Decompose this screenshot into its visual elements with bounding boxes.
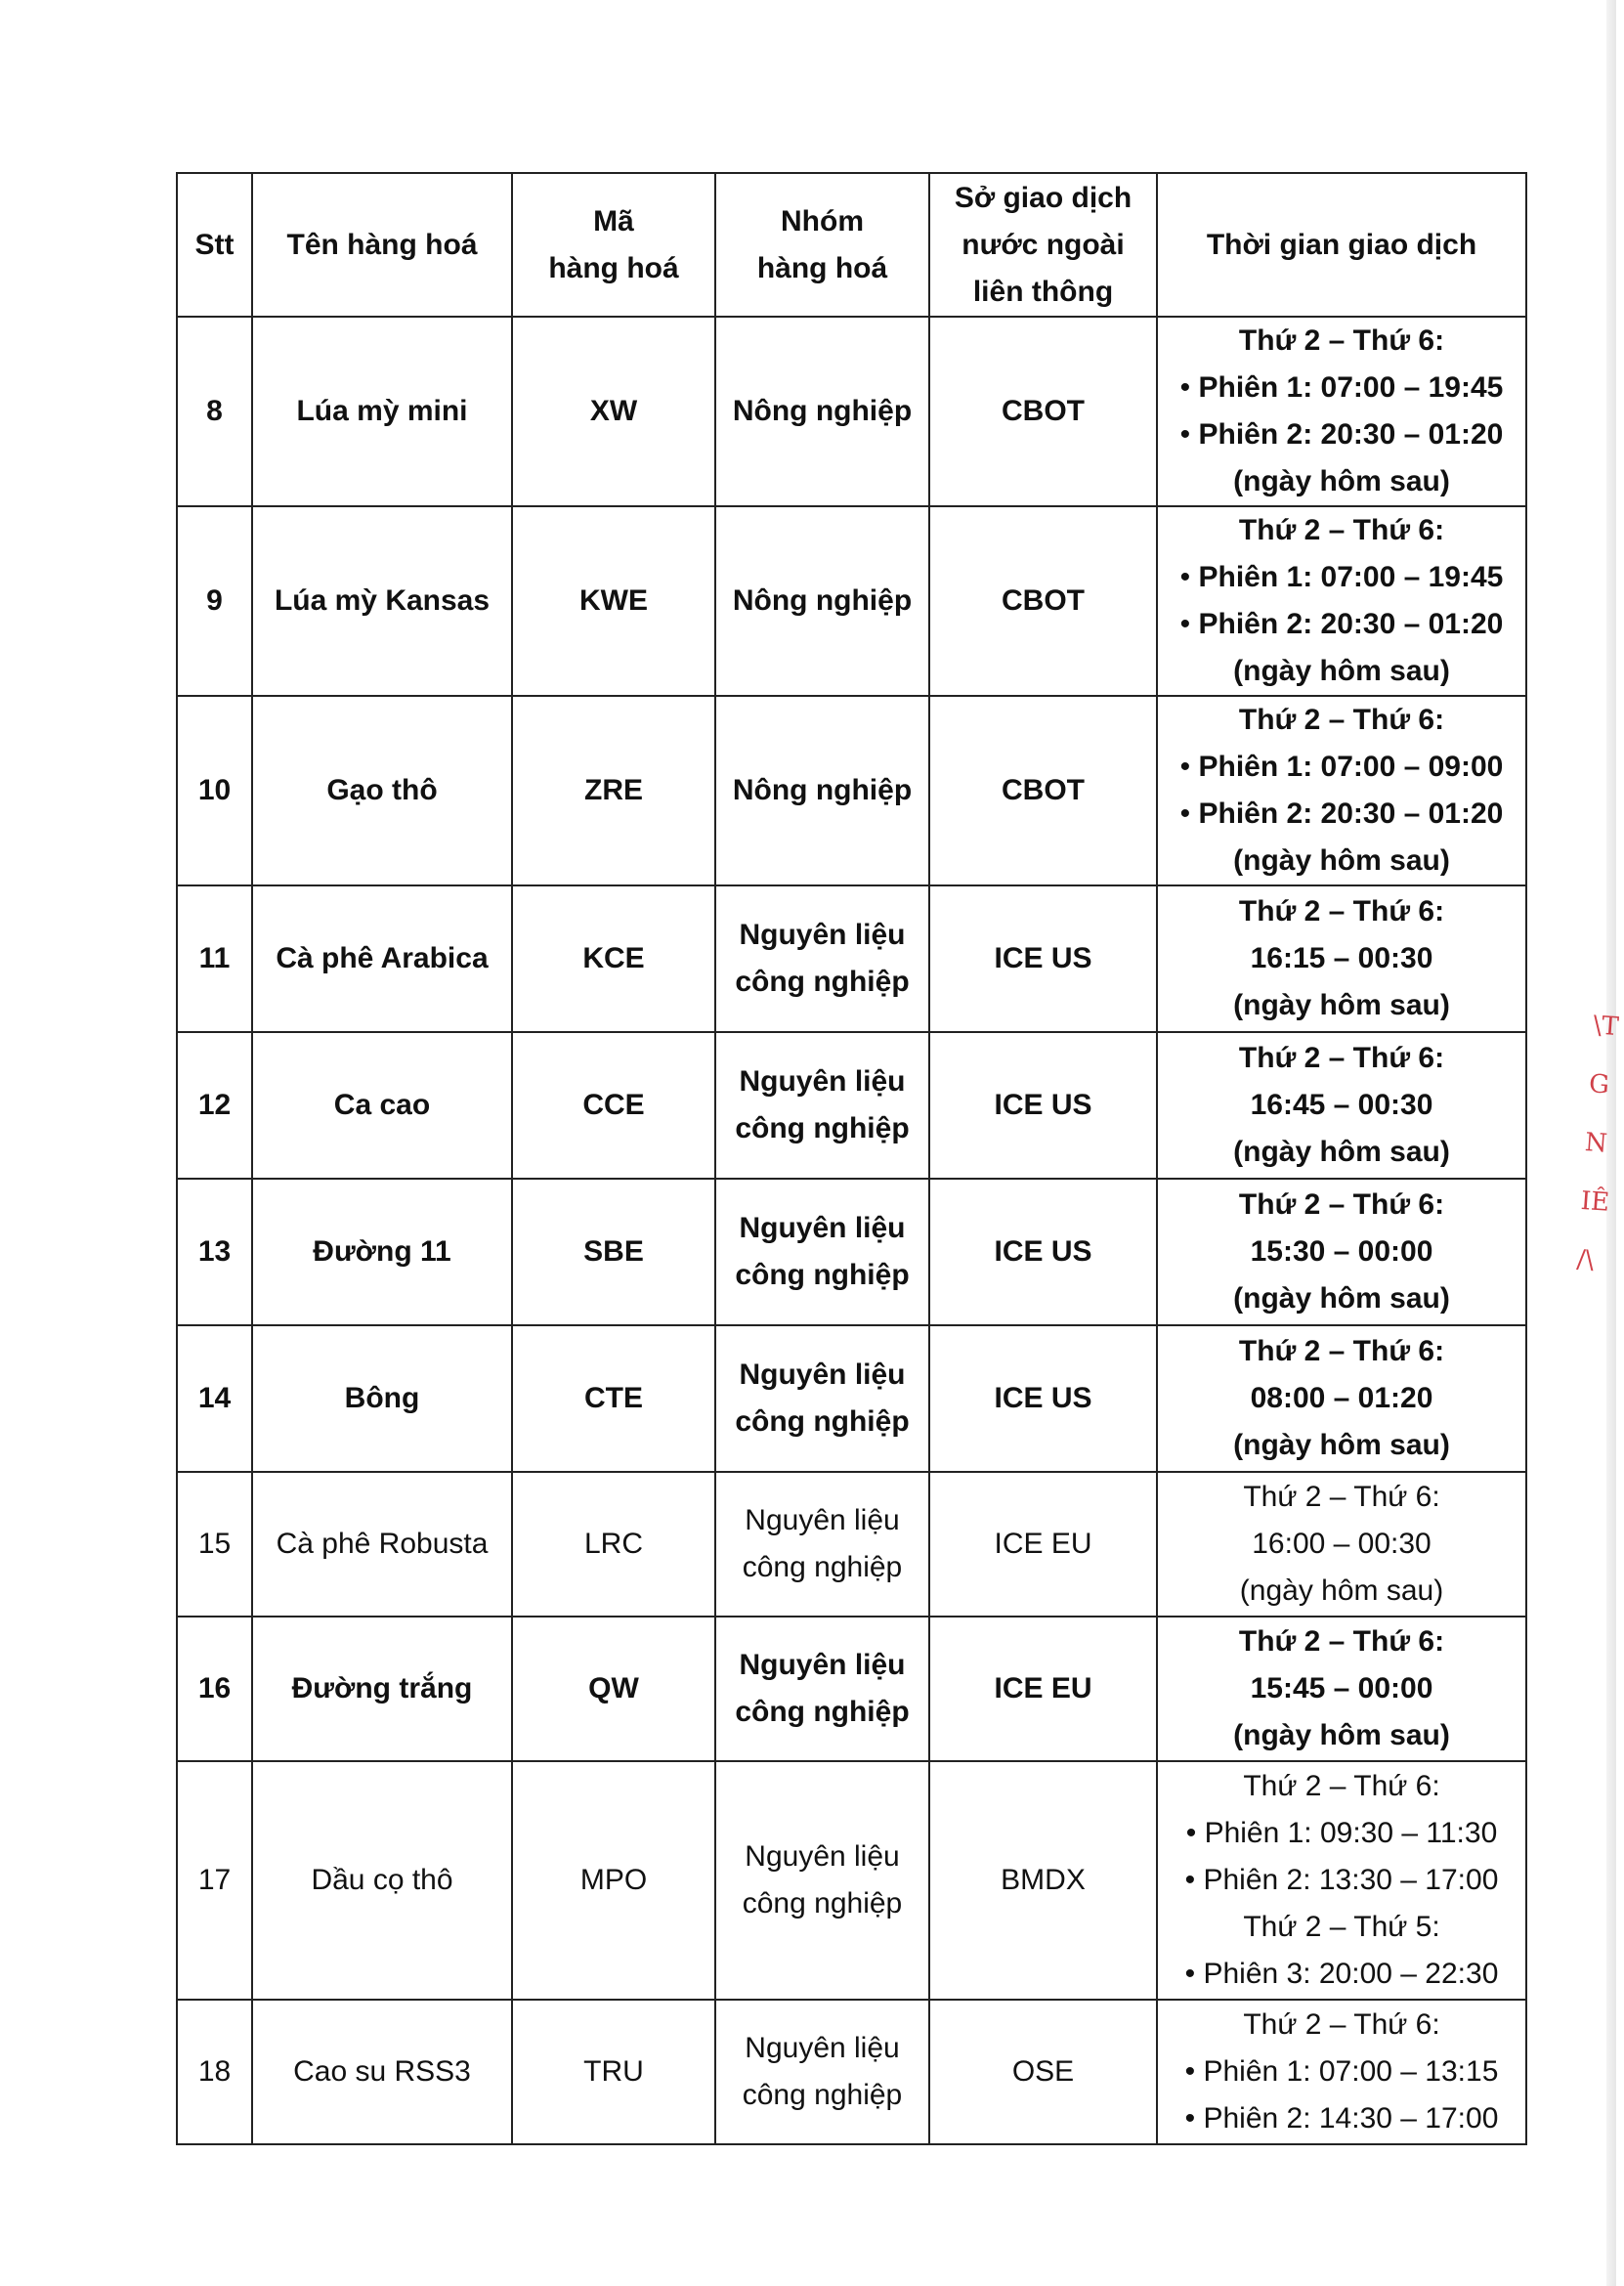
header-code: Mã hàng hoá: [512, 173, 715, 317]
time-line: (ngày hôm sau): [1233, 465, 1450, 497]
time-line: 16:00 – 00:30: [1252, 1528, 1432, 1560]
session-line: • Phiên 1: 07:00 – 19:45: [1164, 554, 1519, 601]
table-row: [177, 1761, 1526, 2000]
cell-stt: 10: [177, 696, 252, 885]
time-line: Thứ 2 – Thứ 6:: [1243, 2008, 1440, 2041]
cell-name: Cà phê Robusta: [252, 1472, 512, 1617]
cell-stt: 11: [177, 885, 252, 1032]
table-row: [177, 696, 1526, 885]
time-line: (ngày hôm sau): [1233, 989, 1450, 1021]
header-exchange: Sở giao dịch nước ngoài liên thông: [929, 173, 1157, 317]
trading-schedule-table: [176, 172, 1527, 2145]
time-line: Thứ 2 – Thứ 6:: [1238, 1625, 1445, 1658]
session-line: • Phiên 1: 09:30 – 11:30: [1164, 1810, 1519, 1857]
table-row: [177, 1472, 1526, 1617]
cell-name: Lúa mỳ Kansas: [252, 506, 512, 696]
cell-stt: 16: [177, 1617, 252, 1761]
cell-name: Bông: [252, 1325, 512, 1472]
table-row: [177, 1325, 1526, 1472]
header-row: [177, 173, 1526, 317]
group-line: Nguyên liệu: [739, 1649, 906, 1681]
group-line: công nghiệp: [735, 1112, 910, 1144]
session-line: • Phiên 2: 20:30 – 01:20: [1164, 601, 1519, 648]
group-line: Nguyên liệu: [745, 1840, 900, 1873]
time-line: Thứ 2 – Thứ 6:: [1238, 514, 1445, 546]
time-line: Thứ 2 – Thứ 5:: [1243, 1911, 1440, 1943]
session-line: • Phiên 1: 07:00 – 13:15: [1164, 2049, 1519, 2095]
time-line: Thứ 2 – Thứ 6:: [1238, 1042, 1445, 1074]
cell-code: QW: [512, 1617, 715, 1761]
red-stamp-fragment: \T G N IÊ /\: [1575, 1011, 1620, 1275]
cell-time: [1157, 317, 1526, 506]
cell-code: TRU: [512, 2000, 715, 2144]
cell-name: Ca cao: [252, 1032, 512, 1179]
cell-time: [1157, 1032, 1526, 1179]
cell-stt: 17: [177, 1761, 252, 2000]
group-line: Nguyên liệu: [739, 1359, 906, 1391]
session-line: • Phiên 2: 20:30 – 01:20: [1164, 411, 1519, 458]
cell-group: [715, 696, 929, 885]
cell-stt: 9: [177, 506, 252, 696]
cell-code: KCE: [512, 885, 715, 1032]
group-line: Nguyên liệu: [739, 1065, 906, 1098]
table-row: [177, 2000, 1526, 2144]
cell-group: [715, 1617, 929, 1761]
cell-time: [1157, 1325, 1526, 1472]
cell-time: [1157, 696, 1526, 885]
cell-code: KWE: [512, 506, 715, 696]
cell-group: [715, 1472, 929, 1617]
session-line: • Phiên 2: 14:30 – 17:00: [1164, 2095, 1519, 2142]
cell-time: [1157, 506, 1526, 696]
table-row: [177, 506, 1526, 696]
cell-group: [715, 1032, 929, 1179]
time-line: (ngày hôm sau): [1233, 1136, 1450, 1168]
time-line: 16:45 – 00:30: [1250, 1089, 1433, 1121]
cell-group: [715, 317, 929, 506]
time-line: 08:00 – 01:20: [1250, 1382, 1433, 1414]
cell-group: [715, 1179, 929, 1325]
cell-exchange: CBOT: [929, 506, 1157, 696]
cell-exchange: CBOT: [929, 696, 1157, 885]
cell-stt: 18: [177, 2000, 252, 2144]
time-line: (ngày hôm sau): [1233, 655, 1450, 687]
time-line: 15:30 – 00:00: [1250, 1235, 1433, 1268]
cell-exchange: ICE EU: [929, 1617, 1157, 1761]
group-line: công nghiệp: [742, 1887, 903, 1919]
time-line: Thứ 2 – Thứ 6:: [1243, 1770, 1440, 1802]
cell-time: [1157, 1179, 1526, 1325]
cell-exchange: ICE US: [929, 1179, 1157, 1325]
time-line: Thứ 2 – Thứ 6:: [1238, 1188, 1445, 1221]
cell-name: Đường trắng: [252, 1617, 512, 1761]
cell-stt: 15: [177, 1472, 252, 1617]
group-line: công nghiệp: [735, 1696, 910, 1728]
group-line: công nghiệp: [735, 1405, 910, 1438]
group-line: Nông nghiệp: [732, 395, 913, 427]
time-line: (ngày hôm sau): [1233, 1719, 1450, 1751]
table-row: [177, 1032, 1526, 1179]
cell-time: [1157, 885, 1526, 1032]
cell-name: Cao su RSS3: [252, 2000, 512, 2144]
cell-time: [1157, 1472, 1526, 1617]
cell-code: MPO: [512, 1761, 715, 2000]
table-row: [177, 885, 1526, 1032]
cell-stt: 14: [177, 1325, 252, 1472]
cell-group: [715, 885, 929, 1032]
cell-exchange: ICE US: [929, 885, 1157, 1032]
cell-group: [715, 1761, 929, 2000]
cell-group: [715, 506, 929, 696]
session-line: • Phiên 1: 07:00 – 19:45: [1164, 365, 1519, 411]
cell-group: [715, 2000, 929, 2144]
group-line: công nghiệp: [742, 2079, 903, 2111]
cell-group: [715, 1325, 929, 1472]
cell-name: Gạo thô: [252, 696, 512, 885]
cell-exchange: OSE: [929, 2000, 1157, 2144]
time-line: 16:15 – 00:30: [1250, 942, 1433, 974]
group-line: công nghiệp: [735, 1259, 910, 1291]
cell-stt: 8: [177, 317, 252, 506]
time-line: 15:45 – 00:00: [1250, 1672, 1433, 1704]
time-line: Thứ 2 – Thứ 6:: [1238, 1335, 1445, 1367]
header-stt: Stt: [177, 173, 252, 317]
cell-code: LRC: [512, 1472, 715, 1617]
cell-time: [1157, 1617, 1526, 1761]
cell-name: Lúa mỳ mini: [252, 317, 512, 506]
header-group: Nhóm hàng hoá: [715, 173, 929, 317]
header-name: Tên hàng hoá: [252, 173, 512, 317]
cell-name: Dầu cọ thô: [252, 1761, 512, 2000]
header-time: Thời gian giao dịch: [1157, 173, 1526, 317]
cell-code: SBE: [512, 1179, 715, 1325]
group-line: Nông nghiệp: [732, 584, 913, 617]
cell-name: Đường 11: [252, 1179, 512, 1325]
cell-exchange: ICE US: [929, 1325, 1157, 1472]
group-line: Nguyên liệu: [745, 2032, 900, 2064]
cell-code: CTE: [512, 1325, 715, 1472]
time-line: Thứ 2 – Thứ 6:: [1238, 895, 1445, 927]
cell-code: XW: [512, 317, 715, 506]
time-line: (ngày hôm sau): [1233, 1282, 1450, 1315]
cell-exchange: CBOT: [929, 317, 1157, 506]
cell-stt: 12: [177, 1032, 252, 1179]
group-line: Nguyên liệu: [739, 1212, 906, 1244]
cell-exchange: ICE EU: [929, 1472, 1157, 1617]
time-line: Thứ 2 – Thứ 6:: [1238, 704, 1445, 736]
cell-code: CCE: [512, 1032, 715, 1179]
group-line: Nguyên liệu: [739, 919, 906, 951]
time-line: Thứ 2 – Thứ 6:: [1238, 324, 1445, 357]
time-line: (ngày hôm sau): [1239, 1574, 1444, 1607]
group-line: Nguyên liệu: [745, 1504, 900, 1536]
table-row: [177, 317, 1526, 506]
time-line: Thứ 2 – Thứ 6:: [1243, 1481, 1440, 1513]
time-line: (ngày hôm sau): [1233, 844, 1450, 877]
cell-exchange: BMDX: [929, 1761, 1157, 2000]
cell-stt: 13: [177, 1179, 252, 1325]
table-row: [177, 1617, 1526, 1761]
cell-name: Cà phê Arabica: [252, 885, 512, 1032]
cell-time: [1157, 2000, 1526, 2144]
table-row: [177, 1179, 1526, 1325]
session-line: • Phiên 3: 20:00 – 22:30: [1164, 1951, 1519, 1998]
session-line: • Phiên 2: 20:30 – 01:20: [1164, 791, 1519, 838]
cell-code: ZRE: [512, 696, 715, 885]
group-line: công nghiệp: [742, 1551, 903, 1583]
group-line: công nghiệp: [735, 966, 910, 998]
session-line: • Phiên 2: 13:30 – 17:00: [1164, 1857, 1519, 1904]
cell-exchange: ICE US: [929, 1032, 1157, 1179]
cell-time: [1157, 1761, 1526, 2000]
session-line: • Phiên 1: 07:00 – 09:00: [1164, 744, 1519, 791]
group-line: Nông nghiệp: [732, 774, 913, 806]
time-line: (ngày hôm sau): [1233, 1429, 1450, 1461]
